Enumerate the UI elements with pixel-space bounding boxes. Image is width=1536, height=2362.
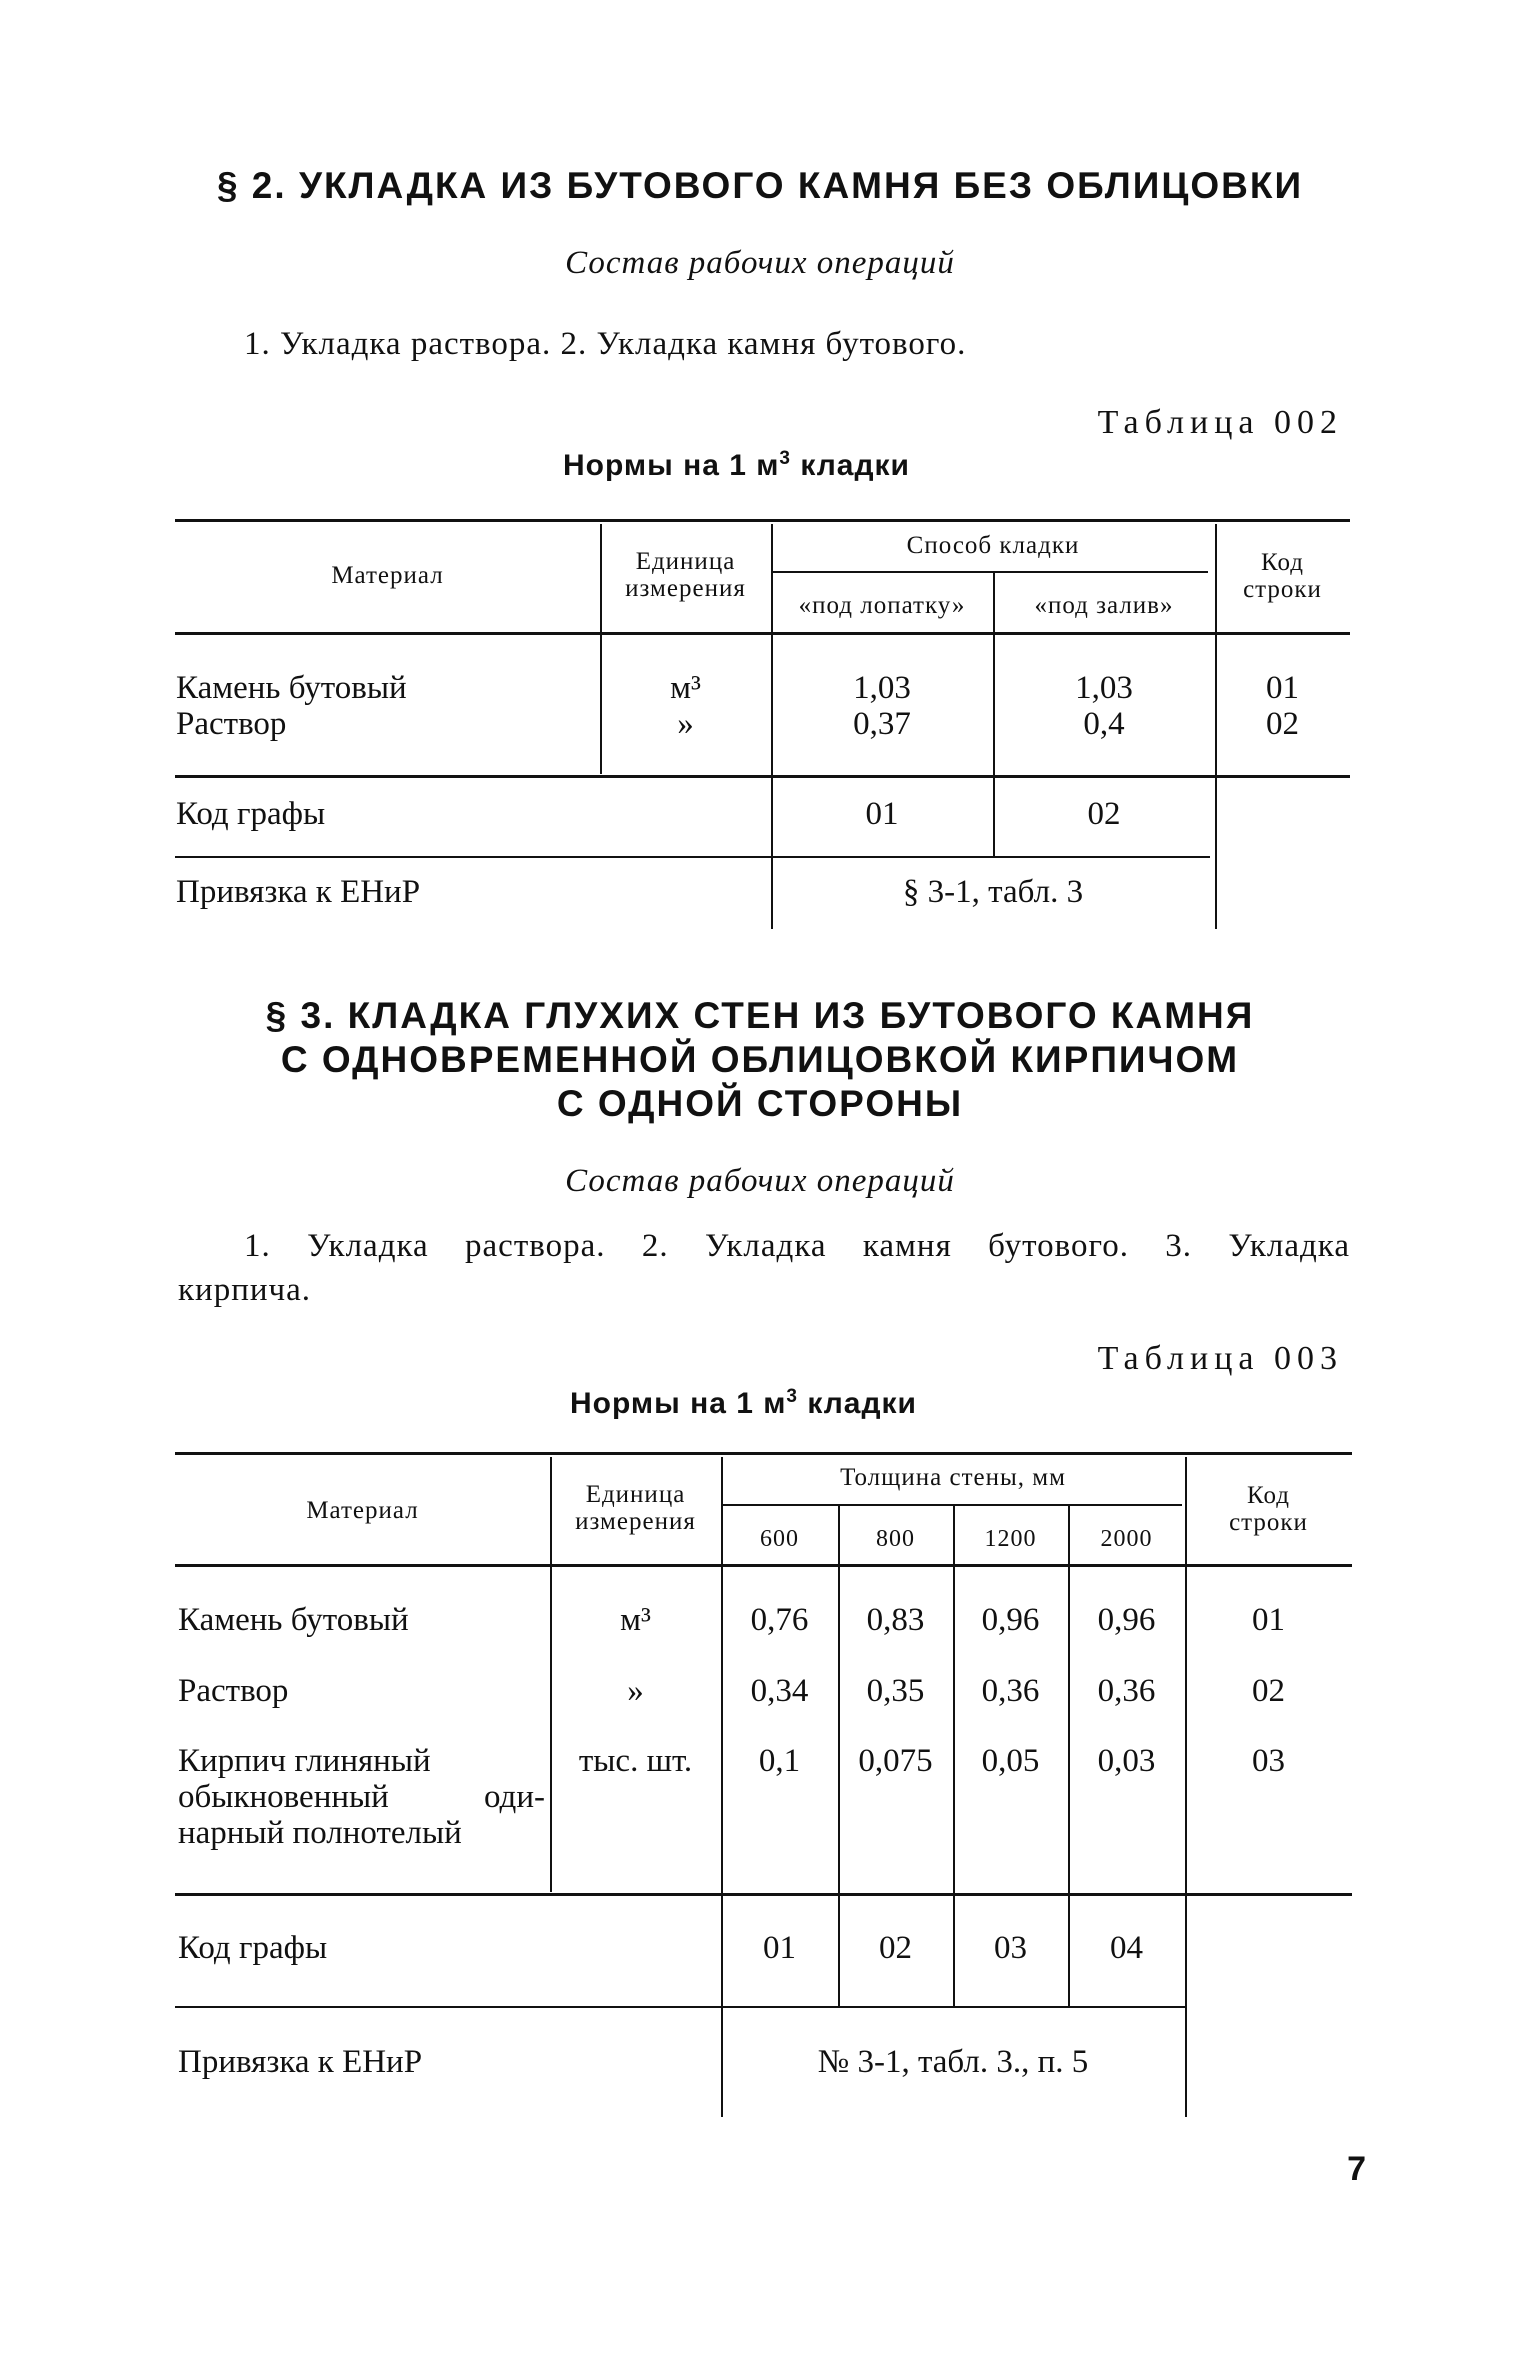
table-002-row-2-v1: 0,37: [853, 706, 911, 742]
table-002-row-1-v1: 1,03: [853, 670, 911, 706]
table-003-graph-code-4: 04: [1110, 1930, 1143, 1966]
table-002-header-rule: [175, 632, 1350, 635]
table-003-row-1-v3: 0,96: [981, 1602, 1040, 1638]
table-003-row-3-material-line-3: нарный полнотелый: [178, 1815, 462, 1851]
table-002-enir-ref: § 3-1, табл. 3: [902, 874, 1084, 910]
section-2-heading: § 2. УКЛАДКА ИЗ БУТОВОГО КАМНЯ БЕЗ ОБЛИЦОВКИ: [216, 165, 1304, 206]
section-3-heading-line-1: § 3. КЛАДКА ГЛУХИХ СТЕН ИЗ БУТОВОГО КАМНЯ: [265, 995, 1255, 1036]
table-003-graph-code-2: 02: [879, 1930, 912, 1966]
table-003-row-1-v2: 0,83: [866, 1602, 925, 1638]
section-3-heading-line-2: С ОДНОВРЕМЕННОЙ ОБЛИЦОВКОЙ КИРПИЧОМ: [280, 1039, 1240, 1080]
table-003-norms-title: Нормы на 1 $м^3$ кладки: [570, 1386, 917, 1420]
table-003-row-3-v4: 0,03: [1097, 1743, 1156, 1779]
table-002-row-1-material: Камень бутовый: [176, 670, 407, 706]
table-002-row-2-code: 02: [1266, 706, 1299, 742]
table-003-header-code-1: Код: [1247, 1482, 1290, 1509]
table-003-row-3-unit: тыс. шт.: [578, 1743, 693, 1779]
table-003-row-1-v1: 0,76: [750, 1602, 809, 1638]
table-002-caption: Таблица 002: [1097, 404, 1343, 441]
table-003-row-2-v4: 0,36: [1097, 1673, 1156, 1709]
table-003-header-rule: [175, 1564, 1352, 1567]
table-002-header-method-1: «под лопатку»: [798, 592, 966, 619]
table-003-caption: Таблица 003: [1097, 1340, 1343, 1377]
table-003-enir-ref: № 3-1, табл. 3., п. 5: [817, 2044, 1089, 2080]
table-002-row-2-material: Раствор: [176, 706, 287, 742]
table-003-graph-code-label: Код графы: [178, 1930, 328, 1966]
table-002-header-code-1: Код: [1261, 549, 1304, 576]
table-003-header-1200: 1200: [984, 1526, 1037, 1552]
table-002-graph-rule: [175, 856, 1210, 858]
table-003-vline-2: [721, 1457, 723, 2117]
table-003-row-1-unit: м³: [620, 1602, 651, 1638]
table-002-row-2-v2: 0,4: [1083, 706, 1125, 742]
page-number: 7: [1347, 2150, 1366, 2188]
table-003-header-2000: 2000: [1100, 1526, 1153, 1552]
table-003-row-3-material-line-1: Кирпич глиняный: [178, 1743, 431, 1779]
table-002-top-rule: [175, 519, 1350, 522]
table-003-row-3-material-line-2: обыкновенный оди-: [178, 1779, 545, 1815]
table-003-graph-code-3: 03: [994, 1930, 1027, 1966]
table-002-row-2-unit: »: [677, 706, 694, 742]
table-003-body-rule: [175, 1893, 1352, 1896]
table-003-thickness-rule: [722, 1504, 1182, 1506]
section-3-ops-text-line-2: кирпича.: [178, 1272, 312, 1308]
table-003-top-rule: [175, 1452, 1352, 1455]
table-003-row-2-unit: »: [627, 1673, 644, 1709]
table-002-row-1-v2: 1,03: [1075, 670, 1133, 706]
table-003-graph-code-1: 01: [763, 1930, 796, 1966]
table-002-row-1-unit: м³: [670, 670, 701, 706]
table-002-method-rule: [772, 571, 1208, 573]
table-002-enir-label: Привязка к ЕНиР: [176, 874, 421, 910]
table-002-graph-code-2: 02: [1087, 796, 1121, 832]
table-003-header-600: 600: [760, 1526, 799, 1552]
table-003-row-1-code: 01: [1252, 1602, 1285, 1638]
table-002-header-method-2: «под залив»: [1034, 592, 1174, 619]
table-002-header-code-2: строки: [1243, 576, 1322, 603]
table-003-header-unit-2: измерения: [575, 1508, 696, 1535]
table-002-graph-code-1: 01: [865, 796, 899, 832]
table-003-vline-6: [1185, 1457, 1187, 2117]
table-003-row-3-v3: 0,05: [981, 1743, 1040, 1779]
table-002-header-unit-1: Единица: [635, 548, 736, 575]
table-003-row-2-v3: 0,36: [981, 1673, 1040, 1709]
table-003-header-material: Материал: [306, 1497, 419, 1524]
table-003-row-2-code: 02: [1252, 1673, 1285, 1709]
table-002-header-method: Способ кладки: [906, 532, 1080, 559]
table-003-row-2-v1: 0,34: [750, 1673, 809, 1709]
table-003-row-1-v4: 0,96: [1097, 1602, 1156, 1638]
table-002-header-material: Материал: [331, 562, 444, 589]
table-003-row-3-v2: 0,075: [858, 1743, 933, 1779]
table-002-header-unit-2: измерения: [625, 575, 746, 602]
table-002-graph-code-label: Код графы: [176, 796, 326, 832]
section-3-ops-text-line-1: 1. Укладка раствора. 2. Укладка камня бутового. 3. Укладка: [244, 1228, 1350, 1264]
table-003-row-2-v2: 0,35: [866, 1673, 925, 1709]
table-003-enir-label: Привязка к ЕНиР: [178, 2044, 423, 2080]
table-003-row-3-v1: 0,1: [758, 1743, 801, 1779]
table-003-row-3-code: 03: [1252, 1743, 1285, 1779]
table-002-row-1-code: 01: [1266, 670, 1299, 706]
table-003-header-thickness: Толщина стены, мм: [840, 1464, 1066, 1491]
table-003-header-unit-1: Единица: [585, 1481, 686, 1508]
section-2-ops-text: 1. Укладка раствора. 2. Укладка камня бутового.: [244, 326, 967, 362]
section-3-heading-line-3: С ОДНОЙ СТОРОНЫ: [556, 1083, 964, 1124]
table-002-body-rule: [175, 775, 1350, 778]
table-002-norms-title: Нормы на 1 $м^3$ кладки: [563, 448, 910, 482]
section-2-ops-title: Состав рабочих операций: [565, 245, 955, 281]
table-003-row-1-material: Камень бутовый: [178, 1602, 409, 1638]
table-003-header-code-2: строки: [1229, 1509, 1308, 1536]
table-003-row-2-material: Раствор: [178, 1673, 289, 1709]
table-003-graph-rule: [175, 2006, 1185, 2008]
section-3-ops-title: Состав рабочих операций: [565, 1163, 955, 1199]
table-003-header-800: 800: [876, 1526, 915, 1552]
